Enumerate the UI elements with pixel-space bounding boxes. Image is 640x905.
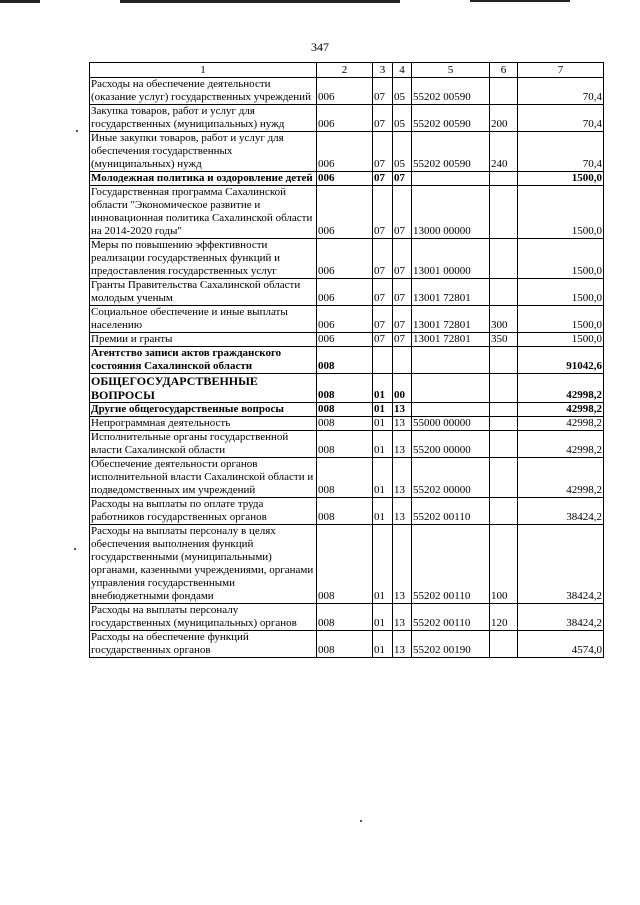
table-row — [90, 239, 604, 279]
row-name: Государственная программа Сахалинской области "Экономическое развитие и инновационная политика Сахалинской области на 2014-2020 годы" — [90, 186, 317, 239]
row-ministry-code: 006 — [317, 186, 373, 239]
row-subsection: 07 — [393, 333, 412, 347]
row-name: Премии и гранты — [90, 333, 317, 347]
table-row — [90, 347, 604, 374]
table-row — [90, 186, 604, 239]
row-subsection: 07 — [393, 239, 412, 279]
row-expense-type: 120 — [490, 604, 518, 631]
row-section: 01 — [373, 374, 393, 403]
row-section: 07 — [373, 279, 393, 306]
row-amount: 1500,0 — [518, 306, 604, 333]
row-target-article — [412, 347, 490, 374]
row-amount: 91042,6 — [518, 347, 604, 374]
row-ministry-code: 006 — [317, 105, 373, 132]
row-expense-type — [490, 78, 518, 105]
row-subsection — [393, 347, 412, 374]
row-target-article: 13001 72801 — [412, 279, 490, 306]
row-section: 07 — [373, 172, 393, 186]
row-name: Социальное обеспечение и иные выплаты населению — [90, 306, 317, 333]
row-section: 07 — [373, 186, 393, 239]
row-name: Расходы на обеспечение функций государственных органов — [90, 631, 317, 658]
row-target-article — [412, 172, 490, 186]
row-target-article: 55202 00110 — [412, 604, 490, 631]
row-ministry-code: 008 — [317, 417, 373, 431]
table-header-row — [90, 63, 604, 78]
row-expense-type — [490, 403, 518, 417]
row-target-article: 55202 00590 — [412, 132, 490, 172]
row-name: Закупка товаров, работ и услуг для государственных (муниципальных) нужд — [90, 105, 317, 132]
row-subsection: 07 — [393, 186, 412, 239]
row-subsection: 13 — [393, 631, 412, 658]
row-subsection: 13 — [393, 498, 412, 525]
row-ministry-code: 008 — [317, 604, 373, 631]
row-name: Непрограммная деятельность — [90, 417, 317, 431]
table-row — [90, 631, 604, 658]
row-expense-type: 350 — [490, 333, 518, 347]
table-row — [90, 604, 604, 631]
column-header: 3 — [373, 63, 393, 78]
row-subsection: 07 — [393, 172, 412, 186]
row-section: 01 — [373, 604, 393, 631]
row-expense-type — [490, 172, 518, 186]
row-amount: 1500,0 — [518, 186, 604, 239]
row-section: 07 — [373, 78, 393, 105]
row-section: 01 — [373, 431, 393, 458]
row-amount: 1500,0 — [518, 279, 604, 306]
row-amount: 42998,2 — [518, 417, 604, 431]
row-name: Обеспечение деятельности органов исполнительной власти Сахалинской области и подведомственных им учреждений — [90, 458, 317, 498]
row-ministry-code: 006 — [317, 279, 373, 306]
row-name: Молодежная политика и оздоровление детей — [90, 172, 317, 186]
row-name: Расходы на обеспечение деятельности (оказание услуг) государственных учреждений — [90, 78, 317, 105]
row-name: Меры по повышению эффективности реализации государственных функций и предоставления государственных услуг — [90, 239, 317, 279]
table-row — [90, 132, 604, 172]
row-expense-type — [490, 431, 518, 458]
row-name: Гранты Правительства Сахалинской области молодым ученым — [90, 279, 317, 306]
row-ministry-code: 008 — [317, 347, 373, 374]
row-ministry-code: 008 — [317, 525, 373, 604]
row-amount: 1500,0 — [518, 239, 604, 279]
row-subsection: 13 — [393, 525, 412, 604]
row-ministry-code: 008 — [317, 498, 373, 525]
row-expense-type: 240 — [490, 132, 518, 172]
row-ministry-code: 006 — [317, 78, 373, 105]
row-subsection: 05 — [393, 105, 412, 132]
table-row — [90, 172, 604, 186]
row-section: 01 — [373, 498, 393, 525]
row-amount: 42998,2 — [518, 403, 604, 417]
row-amount: 4574,0 — [518, 631, 604, 658]
row-target-article — [412, 374, 490, 403]
row-expense-type: 300 — [490, 306, 518, 333]
row-section: 07 — [373, 333, 393, 347]
row-section: 07 — [373, 306, 393, 333]
row-ministry-code: 006 — [317, 132, 373, 172]
row-subsection: 13 — [393, 417, 412, 431]
table-row — [90, 306, 604, 333]
scan-speck — [74, 548, 76, 550]
row-target-article: 13001 72801 — [412, 333, 490, 347]
row-amount: 42998,2 — [518, 458, 604, 498]
table-row — [90, 333, 604, 347]
table-row — [90, 525, 604, 604]
row-section: 01 — [373, 631, 393, 658]
row-target-article: 55200 00000 — [412, 431, 490, 458]
row-ministry-code: 008 — [317, 403, 373, 417]
row-name: Другие общегосударственные вопросы — [90, 403, 317, 417]
page-number: 347 — [311, 40, 329, 54]
scan-speck — [360, 820, 362, 822]
row-ministry-code: 008 — [317, 374, 373, 403]
row-ministry-code: 006 — [317, 172, 373, 186]
row-target-article: 13001 00000 — [412, 239, 490, 279]
budget-table — [89, 62, 604, 658]
row-expense-type: 200 — [490, 105, 518, 132]
table-row — [90, 78, 604, 105]
row-section: 01 — [373, 458, 393, 498]
row-expense-type — [490, 498, 518, 525]
row-section: 01 — [373, 417, 393, 431]
table-row — [90, 403, 604, 417]
row-subsection: 00 — [393, 374, 412, 403]
row-expense-type — [490, 417, 518, 431]
row-expense-type — [490, 631, 518, 658]
row-section: 01 — [373, 525, 393, 604]
table-row — [90, 279, 604, 306]
row-ministry-code: 006 — [317, 306, 373, 333]
row-section: 07 — [373, 132, 393, 172]
row-amount: 42998,2 — [518, 374, 604, 403]
row-target-article: 13001 72801 — [412, 306, 490, 333]
row-ministry-code: 008 — [317, 631, 373, 658]
row-expense-type — [490, 186, 518, 239]
column-header: 5 — [412, 63, 490, 78]
row-amount: 42998,2 — [518, 431, 604, 458]
column-header: 1 — [90, 63, 317, 78]
row-ministry-code: 006 — [317, 333, 373, 347]
row-subsection: 05 — [393, 132, 412, 172]
row-section — [373, 347, 393, 374]
row-subsection: 13 — [393, 403, 412, 417]
row-name: Исполнительные органы государственной власти Сахалинской области — [90, 431, 317, 458]
row-subsection: 07 — [393, 306, 412, 333]
row-amount: 70,4 — [518, 132, 604, 172]
column-header: 2 — [317, 63, 373, 78]
row-amount: 1500,0 — [518, 172, 604, 186]
row-expense-type: 100 — [490, 525, 518, 604]
row-expense-type — [490, 374, 518, 403]
row-expense-type — [490, 279, 518, 306]
row-amount: 38424,2 — [518, 498, 604, 525]
row-target-article: 55202 00110 — [412, 525, 490, 604]
row-target-article — [412, 403, 490, 417]
table-row — [90, 498, 604, 525]
row-amount: 70,4 — [518, 78, 604, 105]
scan-speck — [76, 130, 78, 132]
row-subsection: 05 — [393, 78, 412, 105]
table-row — [90, 431, 604, 458]
row-subsection: 13 — [393, 604, 412, 631]
row-section: 01 — [373, 403, 393, 417]
row-name: Расходы на выплаты персоналу в целях обеспечения выполнения функций государственными (муниципальными) органами, казенными учреждениями, органами управления государственными внебюджетными фондами — [90, 525, 317, 604]
row-ministry-code: 008 — [317, 431, 373, 458]
row-target-article: 55202 00590 — [412, 105, 490, 132]
row-amount: 38424,2 — [518, 525, 604, 604]
row-subsection: 07 — [393, 279, 412, 306]
row-subsection: 13 — [393, 431, 412, 458]
row-target-article: 55202 00190 — [412, 631, 490, 658]
row-target-article: 55202 00000 — [412, 458, 490, 498]
row-name: Расходы на выплаты по оплате труда работников государственных органов — [90, 498, 317, 525]
row-name: ОБЩЕГОСУДАРСТВЕННЫЕ ВОПРОСЫ — [90, 374, 317, 403]
row-target-article: 55202 00590 — [412, 78, 490, 105]
row-name: Агентство записи актов гражданского состояния Сахалинской области — [90, 347, 317, 374]
row-ministry-code: 006 — [317, 239, 373, 279]
row-expense-type — [490, 458, 518, 498]
column-header: 4 — [393, 63, 412, 78]
row-amount: 1500,0 — [518, 333, 604, 347]
row-target-article: 55000 00000 — [412, 417, 490, 431]
row-section: 07 — [373, 239, 393, 279]
row-target-article: 55202 00110 — [412, 498, 490, 525]
table-row — [90, 458, 604, 498]
row-name: Иные закупки товаров, работ и услуг для обеспечения государственных (муниципальных) нужд — [90, 132, 317, 172]
row-section: 07 — [373, 105, 393, 132]
table-row — [90, 417, 604, 431]
row-subsection: 13 — [393, 458, 412, 498]
row-amount: 70,4 — [518, 105, 604, 132]
column-header: 7 — [518, 63, 604, 78]
row-name: Расходы на выплаты персоналу государственных (муниципальных) органов — [90, 604, 317, 631]
row-expense-type — [490, 347, 518, 374]
scan-top-edge — [0, 0, 640, 10]
table-row — [90, 105, 604, 132]
row-amount: 38424,2 — [518, 604, 604, 631]
row-target-article: 13000 00000 — [412, 186, 490, 239]
table-row — [90, 374, 604, 403]
row-expense-type — [490, 239, 518, 279]
column-header: 6 — [490, 63, 518, 78]
row-ministry-code: 008 — [317, 458, 373, 498]
